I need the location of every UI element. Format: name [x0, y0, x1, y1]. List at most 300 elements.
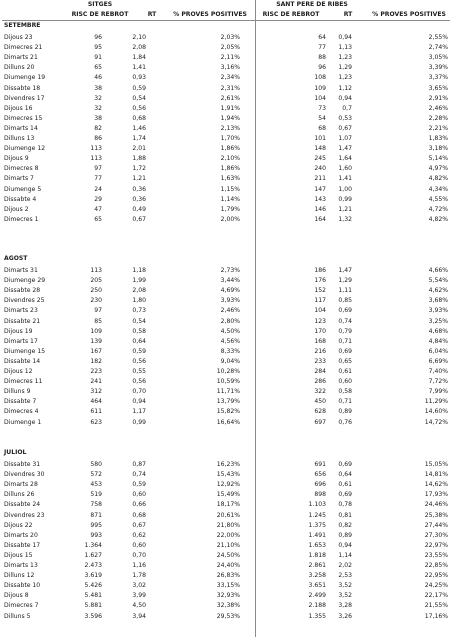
sitges-rt-value: 1,80 [132, 297, 146, 305]
sitges-pct-value: 16,64% [216, 418, 240, 426]
sitges-pct-value: 9,04% [220, 357, 240, 365]
sitges-pct-value: 15,43% [216, 471, 240, 479]
ribes-pct-value: 4,34% [428, 185, 448, 193]
ribes-rt-value: 0,61 [338, 368, 352, 375]
ribes-risc-value: 286 [314, 378, 326, 386]
ribes-risc-value: 211 [314, 175, 326, 183]
ribes-pct-value: 3,93% [428, 307, 448, 315]
ribes-risc-value: 170 [314, 327, 326, 335]
sitges-rt-value: 0,36 [132, 195, 146, 203]
sitges-pct-value: 16,23% [216, 461, 240, 468]
ribes-pct-value: 14,72% [424, 418, 448, 426]
sitges-pct-value: 32,93% [216, 592, 240, 600]
day-label: Diumenge 5 [4, 185, 42, 193]
day-label: Dijous 2 [4, 205, 29, 213]
day-label: Dimecres 7 [4, 602, 39, 610]
sitges-rt-value: 3,94 [132, 612, 146, 620]
ribes-risc-value: 284 [314, 368, 326, 375]
sitges-rt-value: 1,16 [132, 562, 146, 569]
ribes-rt-value: 0,94 [338, 541, 352, 549]
sitges-risc-value: 453 [90, 481, 102, 489]
day-label: Dijous 19 [4, 327, 33, 335]
ribes-rt-value: 1,64 [338, 155, 352, 163]
ribes-risc-value: 3.258 [308, 572, 326, 580]
ribes-risc-value: 1.818 [308, 551, 326, 559]
sitges-risc-value: 32 [94, 94, 102, 102]
ribes-pct-value: 1,83% [428, 135, 448, 142]
ribes-pct-value: 4,68% [428, 327, 448, 335]
sitges-rt-value: 2,01 [132, 145, 146, 153]
ribes-pct-value: 3,25% [428, 317, 448, 325]
ribes-risc-value: 1.375 [308, 521, 326, 529]
day-label: Dilluns 26 [4, 491, 35, 499]
sitges-risc-value: 519 [90, 491, 102, 499]
sitges-risc-value: 32 [94, 104, 102, 112]
ribes-rt-value: 0,76 [338, 418, 352, 426]
ribes-pct-value: 7,99% [428, 388, 448, 396]
ribes-rt-value: 2,53 [338, 572, 352, 580]
sitges-risc-value: 97 [94, 165, 102, 173]
sitges-rt-value: 2,08 [132, 44, 146, 52]
sitges-rt-value: 0,66 [132, 501, 146, 509]
ribes-pct-value: 24,25% [424, 582, 448, 590]
ribes-rt-value: 0,79 [338, 327, 352, 335]
day-label: Dissabte 24 [4, 501, 41, 509]
sitges-rt-value: 1,84 [132, 54, 146, 62]
day-label: Dissabte 28 [4, 287, 41, 295]
sitges-rt-value: 1,99 [132, 277, 146, 285]
sitges-risc-value: 230 [90, 297, 102, 305]
ribes-risc-value: 245 [314, 155, 326, 163]
sitges-pct-value: 2,03% [220, 34, 240, 41]
ribes-rt-value: 0,78 [338, 501, 352, 509]
ribes-risc-value: 176 [314, 277, 326, 285]
ribes-rt-value: 0,69 [338, 307, 352, 315]
sitges-risc-value: 1.364 [84, 541, 102, 549]
sitges-rt-value: 4,50 [132, 602, 146, 610]
day-label: Divendres 17 [4, 94, 45, 102]
ribes-risc-value: 108 [314, 74, 326, 82]
sitges-risc-value: 241 [90, 378, 102, 386]
ribes-risc-value: 656 [314, 471, 326, 479]
day-label: Divendres 25 [4, 297, 45, 305]
column-header-pct-sitges: % PROVES POSITIVES [173, 11, 247, 18]
ribes-pct-value: 17,16% [424, 612, 448, 620]
column-separator [255, 0, 256, 637]
sitges-rt-value: 0,59 [132, 481, 146, 489]
ribes-rt-value: 0,69 [338, 491, 352, 499]
ribes-risc-value: 117 [314, 297, 326, 305]
ribes-pct-value: 22,95% [424, 572, 448, 580]
sitges-pct-value: 12,92% [216, 481, 240, 489]
day-label: Dissabte 21 [4, 317, 41, 325]
sitges-rt-value: 0,93 [132, 74, 146, 82]
ribes-pct-value: 22,97% [424, 541, 448, 549]
day-label: Diumenge 29 [4, 277, 46, 285]
ribes-risc-value: 77 [318, 44, 326, 52]
ribes-pct-value: 4,82% [428, 215, 448, 223]
sitges-rt-value: 0,36 [132, 185, 146, 193]
day-label: Dissabte 10 [4, 582, 41, 590]
sitges-risc-value: 85 [94, 317, 102, 325]
sitges-rt-value: 0,56 [132, 378, 146, 386]
ribes-pct-value: 11,29% [424, 398, 448, 406]
sitges-rt-value: 0,60 [132, 541, 146, 549]
sitges-rt-value: 0,49 [132, 205, 146, 213]
sitges-risc-value: 3.596 [84, 612, 102, 620]
sitges-rt-value: 0,70 [132, 388, 146, 396]
ribes-rt-value: 3,52 [338, 582, 352, 590]
ribes-rt-value: 1,60 [338, 165, 352, 173]
sitges-risc-value: 464 [90, 398, 102, 406]
ribes-rt-value: 0,94 [338, 34, 352, 41]
ribes-rt-value: 0,81 [338, 511, 352, 519]
sitges-pct-value: 29,53% [216, 612, 240, 620]
sitges-risc-value: 5.881 [84, 602, 102, 610]
sitges-risc-value: 46 [94, 74, 102, 82]
sitges-risc-value: 205 [90, 277, 102, 285]
ribes-risc-value: 152 [314, 287, 326, 295]
day-label: Diumenge 19 [4, 74, 46, 82]
sitges-pct-value: 26,83% [216, 572, 240, 580]
ribes-risc-value: 691 [314, 461, 326, 468]
day-label: Dissabte 18 [4, 84, 41, 92]
ribes-risc-value: 68 [318, 124, 326, 132]
ribes-rt-value: 1,29 [338, 64, 352, 72]
ribes-risc-value: 898 [314, 491, 326, 499]
ribes-risc-value: 696 [314, 481, 326, 489]
sitges-risc-value: 182 [90, 357, 102, 365]
day-label: Dijous 22 [4, 521, 33, 529]
sitges-pct-value: 3,44% [220, 277, 240, 285]
day-label: Dimarts 13 [4, 562, 38, 569]
ribes-pct-value: 4,66% [428, 267, 448, 274]
sitges-rt-value: 0,60 [132, 491, 146, 499]
ribes-rt-value: 0,85 [338, 297, 352, 305]
sitges-pct-value: 3,93% [220, 297, 240, 305]
sitges-pct-value: 1,70% [220, 135, 240, 142]
ribes-pct-value: 14,81% [424, 471, 448, 479]
day-label: Dimecres 15 [4, 114, 43, 122]
day-label: Divendres 23 [4, 511, 45, 519]
day-label: Dimarts 17 [4, 337, 38, 345]
ribes-pct-value: 2,74% [428, 44, 448, 52]
sitges-rt-value: 1,46 [132, 124, 146, 132]
ribes-rt-value: 1,29 [338, 277, 352, 285]
sitges-risc-value: 611 [90, 408, 102, 416]
ribes-pct-value: 6,69% [428, 357, 448, 365]
sitges-pct-value: 1,15% [220, 185, 240, 193]
ribes-rt-value: 0,65 [338, 357, 352, 365]
ribes-rt-value: 1,21 [338, 205, 352, 213]
sitges-risc-value: 5.426 [84, 582, 102, 590]
sitges-pct-value: 2,05% [220, 44, 240, 52]
ribes-pct-value: 3,39% [428, 64, 448, 72]
column-header-rt-sitges: RT [147, 11, 157, 18]
ribes-rt-value: 0,82 [338, 521, 352, 529]
ribes-rt-value: 0,58 [338, 388, 352, 396]
sitges-risc-value: 1.627 [84, 551, 102, 559]
sitges-risc-value: 871 [90, 511, 102, 519]
sitges-pct-value: 21,80% [216, 521, 240, 529]
sitges-pct-value: 13,79% [216, 398, 240, 406]
day-label: Dijous 15 [4, 551, 33, 559]
ribes-pct-value: 22,17% [424, 592, 448, 600]
ribes-rt-value: 1,14 [338, 551, 352, 559]
sitges-risc-value: 2.473 [84, 562, 102, 569]
sitges-risc-value: 95 [94, 44, 102, 52]
ribes-pct-value: 27,44% [424, 521, 448, 529]
sitges-risc-value: 47 [94, 205, 102, 213]
sitges-pct-value: 1,63% [220, 175, 240, 183]
sitges-pct-value: 2,13% [220, 124, 240, 132]
sitges-rt-value: 0,54 [132, 94, 146, 102]
sitges-rt-value: 1,18 [132, 267, 146, 274]
sitges-risc-value: 96 [94, 34, 102, 41]
day-label: Diumenge 15 [4, 347, 46, 355]
day-label: Dimarts 14 [4, 124, 38, 132]
sitges-pct-value: 1,79% [220, 205, 240, 213]
sitges-pct-value: 11,71% [216, 388, 240, 396]
sitges-rt-value: 2,08 [132, 287, 146, 295]
sitges-risc-value: 65 [94, 215, 102, 223]
ribes-risc-value: 123 [314, 317, 326, 325]
sitges-pct-value: 33,15% [216, 582, 240, 590]
ribes-rt-value: 0,53 [338, 114, 352, 122]
ribes-pct-value: 4,97% [428, 165, 448, 173]
ribes-rt-value: 2,02 [338, 562, 352, 569]
sitges-rt-value: 1,41 [132, 64, 146, 72]
ribes-pct-value: 2,55% [428, 34, 448, 41]
sitges-risc-value: 86 [94, 135, 102, 142]
day-label: Dimecres 8 [4, 165, 39, 173]
sitges-risc-value: 3.619 [84, 572, 102, 580]
sitges-pct-value: 2,11% [220, 54, 240, 62]
sitges-rt-value: 1,74 [132, 135, 146, 142]
day-label: Dimarts 21 [4, 54, 38, 62]
ribes-pct-value: 14,60% [424, 408, 448, 416]
sitges-rt-value: 3,02 [132, 582, 146, 590]
sitges-risc-value: 312 [90, 388, 102, 396]
ribes-pct-value: 7,40% [428, 368, 448, 375]
sitges-rt-value: 0,64 [132, 337, 146, 345]
day-label: Dijous 23 [4, 34, 33, 41]
column-header-risc-sitges: RISC DE REBROT [71, 11, 129, 18]
sitges-risc-value: 77 [94, 175, 102, 183]
sitges-risc-value: 758 [90, 501, 102, 509]
day-label: Dimarts 28 [4, 481, 38, 489]
sitges-rt-value: 0,67 [132, 215, 146, 223]
ribes-pct-value: 25,38% [424, 511, 448, 519]
ribes-pct-value: 2,46% [428, 104, 448, 112]
ribes-pct-value: 3,68% [428, 297, 448, 305]
ribes-risc-value: 164 [314, 215, 326, 223]
day-label: Dilluns 9 [4, 388, 31, 396]
ribes-risc-value: 104 [314, 307, 326, 315]
ribes-rt-value: 3,28 [338, 602, 352, 610]
ribes-risc-value: 147 [314, 185, 326, 193]
ribes-pct-value: 2,28% [428, 114, 448, 122]
ribes-risc-value: 322 [314, 388, 326, 396]
day-label: Dimecres 4 [4, 408, 39, 416]
sitges-pct-value: 15,49% [216, 491, 240, 499]
sitges-risc-value: 113 [90, 155, 102, 163]
ribes-risc-value: 697 [314, 418, 326, 426]
day-label: Dissabte 7 [4, 398, 37, 406]
sitges-risc-value: 580 [90, 461, 102, 468]
day-label: Dimecres 21 [4, 44, 43, 52]
sitges-rt-value: 0,58 [132, 327, 146, 335]
sitges-risc-value: 91 [94, 54, 102, 62]
ribes-pct-value: 21,55% [424, 602, 448, 610]
sitges-risc-value: 29 [94, 195, 102, 203]
ribes-pct-value: 3,37% [428, 74, 448, 82]
ribes-risc-value: 1.355 [308, 612, 326, 620]
ribes-rt-value: 0,69 [338, 461, 352, 468]
sitges-rt-value: 1,72 [132, 165, 146, 173]
sitges-risc-value: 993 [90, 531, 102, 539]
ribes-rt-value: 1,41 [338, 175, 352, 183]
column-header-pct-ribes: % PROVES POSITIVES [372, 11, 446, 18]
sitges-pct-value: 4,56% [220, 337, 240, 345]
header-rule [2, 20, 450, 21]
ribes-risc-value: 186 [314, 267, 326, 274]
ribes-rt-value: 1,47 [338, 145, 352, 153]
sitges-pct-value: 21,10% [216, 541, 240, 549]
ribes-rt-value: 0,89 [338, 408, 352, 416]
sitges-risc-value: 109 [90, 327, 102, 335]
sitges-pct-value: 1,91% [220, 104, 240, 112]
day-label: Dijous 12 [4, 368, 33, 375]
ribes-rt-value: 1,23 [338, 74, 352, 82]
day-label: Dilluns 5 [4, 612, 31, 620]
ribes-rt-value: 0,89 [338, 531, 352, 539]
sitges-risc-value: 5.481 [84, 592, 102, 600]
sitges-rt-value: 0,55 [132, 368, 146, 375]
ribes-pct-value: 3,18% [428, 145, 448, 153]
sitges-pct-value: 2,46% [220, 307, 240, 315]
ribes-pct-value: 2,21% [428, 124, 448, 132]
sitges-risc-value: 97 [94, 307, 102, 315]
sitges-rt-value: 0,56 [132, 104, 146, 112]
ribes-risc-value: 109 [314, 84, 326, 92]
sitges-pct-value: 10,28% [216, 368, 240, 375]
ribes-rt-value: 0,71 [338, 398, 352, 406]
sitges-rt-value: 0,94 [132, 398, 146, 406]
ribes-pct-value: 7,72% [428, 378, 448, 386]
sitges-pct-value: 4,50% [220, 327, 240, 335]
ribes-rt-value: 0,94 [338, 94, 352, 102]
location-header-sitges: SITGES [87, 1, 113, 8]
ribes-pct-value: 14,62% [424, 481, 448, 489]
ribes-risc-value: 450 [314, 398, 326, 406]
sitges-pct-value: 2,73% [220, 267, 240, 274]
sitges-pct-value: 1,86% [220, 165, 240, 173]
ribes-risc-value: 1.491 [308, 531, 326, 539]
ribes-risc-value: 146 [314, 205, 326, 213]
ribes-pct-value: 22,85% [424, 562, 448, 569]
sitges-pct-value: 24,40% [216, 562, 240, 569]
sitges-pct-value: 2,31% [220, 84, 240, 92]
ribes-pct-value: 4,72% [428, 205, 448, 213]
ribes-risc-value: 240 [314, 165, 326, 173]
ribes-rt-value: 0,74 [338, 317, 352, 325]
ribes-risc-value: 143 [314, 195, 326, 203]
day-label: Dimecres 11 [4, 378, 43, 386]
sitges-risc-value: 113 [90, 145, 102, 153]
sitges-pct-value: 2,80% [220, 317, 240, 325]
sitges-rt-value: 0,70 [132, 551, 146, 559]
ribes-rt-value: 1,13 [338, 44, 352, 52]
ribes-rt-value: 3,52 [338, 592, 352, 600]
sitges-rt-value: 0,99 [132, 418, 146, 426]
column-header-rt-ribes: RT [343, 11, 353, 18]
ribes-risc-value: 2.188 [308, 602, 326, 610]
sitges-risc-value: 623 [90, 418, 102, 426]
day-label: Dimarts 7 [4, 175, 34, 183]
ribes-rt-value: 0,61 [338, 481, 352, 489]
sitges-rt-value: 1,78 [132, 572, 146, 580]
sitges-pct-value: 18,17% [216, 501, 240, 509]
sitges-risc-value: 223 [90, 368, 102, 375]
ribes-pct-value: 24,46% [424, 501, 448, 509]
ribes-pct-value: 27,30% [424, 531, 448, 539]
sitges-pct-value: 32,38% [216, 602, 240, 610]
ribes-rt-value: 1,12 [338, 84, 352, 92]
ribes-risc-value: 1.245 [308, 511, 326, 519]
day-label: Divendres 30 [4, 471, 45, 479]
ribes-rt-value: 0,69 [338, 347, 352, 355]
sitges-rt-value: 0,67 [132, 521, 146, 529]
sitges-rt-value: 0,68 [132, 114, 146, 122]
ribes-rt-value: 1,00 [338, 185, 352, 193]
sitges-pct-value: 1,94% [220, 114, 240, 122]
ribes-risc-value: 88 [318, 54, 326, 62]
ribes-rt-value: 1,23 [338, 54, 352, 62]
day-label: Dissabte 14 [4, 357, 41, 365]
day-label: Dilluns 12 [4, 572, 35, 580]
ribes-pct-value: 3,65% [428, 84, 448, 92]
sitges-pct-value: 2,00% [220, 215, 240, 223]
ribes-rt-value: 0,60 [338, 378, 352, 386]
ribes-rt-value: 0,71 [338, 337, 352, 345]
sitges-risc-value: 139 [90, 337, 102, 345]
ribes-rt-value: 1,11 [338, 287, 352, 295]
sitges-pct-value: 10,59% [216, 378, 240, 386]
ribes-risc-value: 233 [314, 357, 326, 365]
sitges-rt-value: 0,68 [132, 511, 146, 519]
day-label: Dimarts 23 [4, 307, 38, 315]
sitges-pct-value: 20,61% [216, 511, 240, 519]
sitges-rt-value: 0,56 [132, 357, 146, 365]
ribes-pct-value: 4,62% [428, 287, 448, 295]
section-title: JULIOL [4, 449, 27, 456]
ribes-pct-value: 4,84% [428, 337, 448, 345]
sitges-pct-value: 1,14% [220, 195, 240, 203]
ribes-risc-value: 1.653 [308, 541, 326, 549]
day-label: Dilluns 13 [4, 135, 35, 142]
sitges-rt-value: 0,62 [132, 531, 146, 539]
sitges-risc-value: 572 [90, 471, 102, 479]
day-label: Diumenge 1 [4, 418, 42, 426]
sitges-risc-value: 65 [94, 64, 102, 72]
sitges-risc-value: 167 [90, 347, 102, 355]
sitges-risc-value: 995 [90, 521, 102, 529]
sitges-pct-value: 4,69% [220, 287, 240, 295]
sitges-pct-value: 2,10% [220, 155, 240, 163]
ribes-rt-value: 0,99 [338, 195, 352, 203]
ribes-risc-value: 168 [314, 337, 326, 345]
